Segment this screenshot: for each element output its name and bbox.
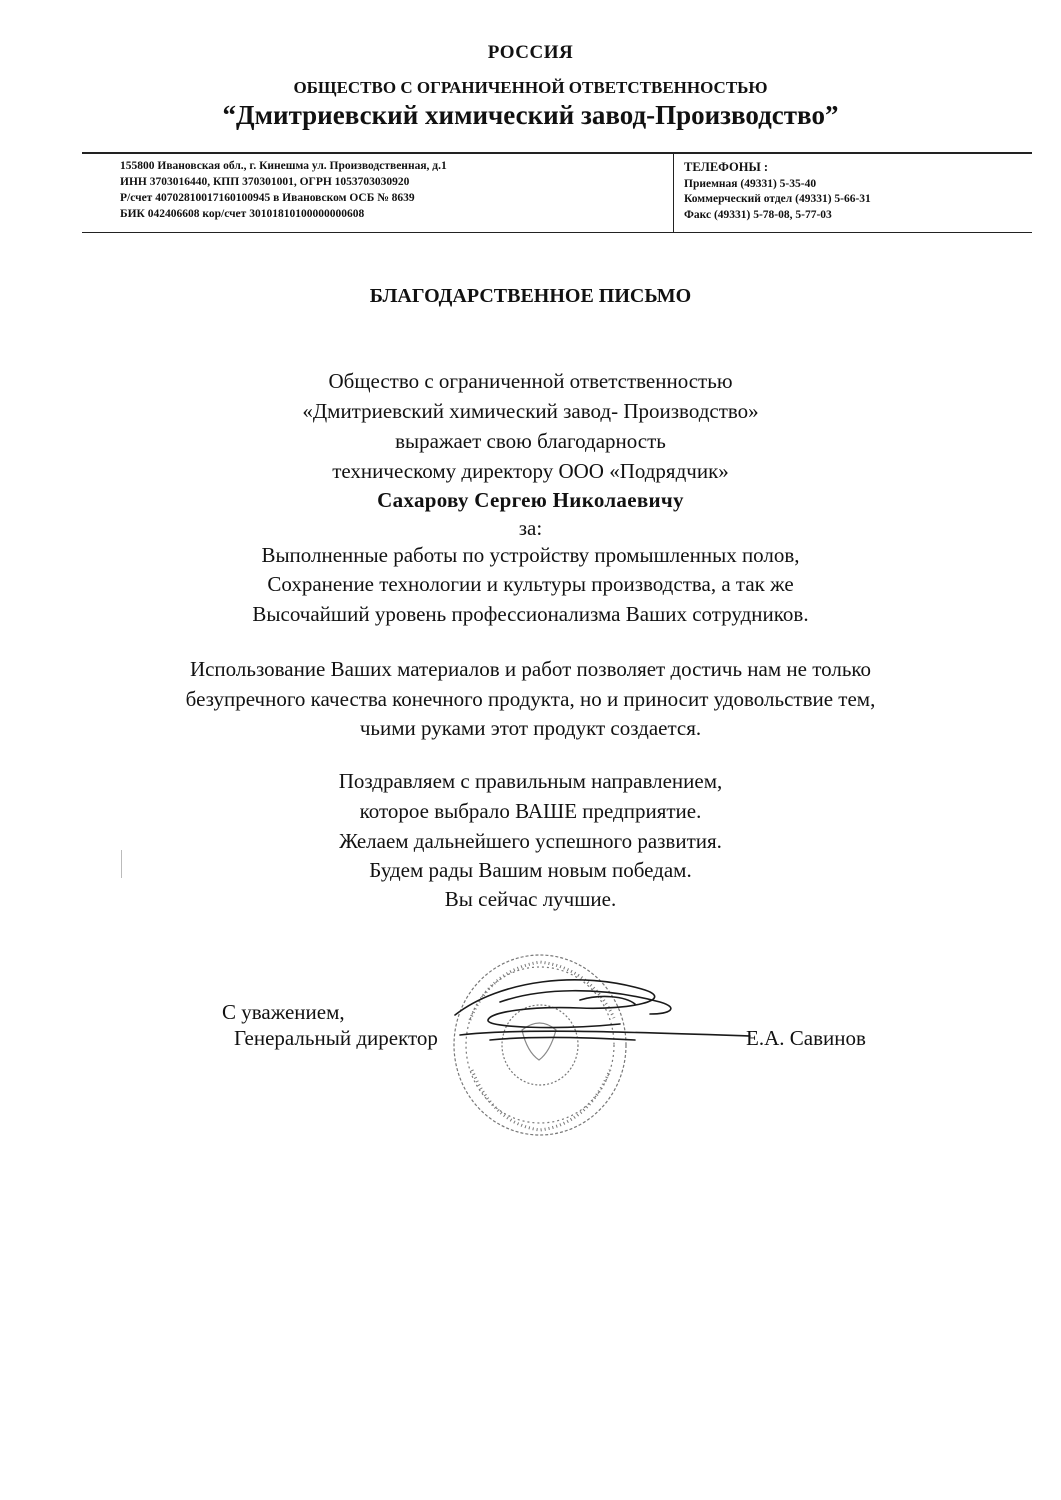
wish-line: Будем рады Вашим новым победам. <box>369 858 692 882</box>
paragraph-line: безупречного качества конечного продукта, но и приносит удовольствие тем, <box>185 687 876 711</box>
reason-line: Сохранение технологии и культуры производства, а так же <box>267 572 794 596</box>
intro-line: техническому директору ООО «Подрядчик» <box>332 459 729 483</box>
phone-line: Факс (49331) 5-78-08, 5-77-03 <box>684 208 832 221</box>
requisites-line: ИНН 3703016440, КПП 370301001, ОГРН 1053703030920 <box>120 176 410 188</box>
phone-line: Коммерческий отдел (49331) 5-66-31 <box>684 193 871 205</box>
scan-mark <box>121 850 122 878</box>
for-label: за: <box>518 516 543 540</box>
header-bottom-divider <box>82 232 1032 233</box>
intro-line: выражает свою благодарность <box>395 429 666 453</box>
closing-regards: С уважением, <box>222 1000 345 1024</box>
paragraph-line: чьими руками этот продукт создается. <box>359 716 702 740</box>
reason-line: Высочайший уровень профессионализма Ваших сотрудников. <box>252 602 809 626</box>
requisites-line: БИК 042406608 кор/счет 30101810100000000608 <box>120 208 365 220</box>
letter-title: БЛАГОДАРСТВЕННОЕ ПИСЬМО <box>369 285 692 307</box>
reason-line: Выполненные работы по устройству промышленных полов, <box>261 543 800 567</box>
recipient-name: Сахарову Сергею Николаевичу <box>377 488 684 512</box>
requisites-line: 155800 Ивановская обл., г. Кинешма ул. Производственная, д.1 <box>120 160 447 172</box>
wish-line: Поздравляем с правильным направлением, <box>338 769 723 793</box>
phone-line: Приемная (49331) 5-35-40 <box>684 177 817 190</box>
intro-line: Общество с ограниченной ответственностью <box>328 369 733 393</box>
company-requisites <box>120 158 447 222</box>
phones-title: ТЕЛЕФОНЫ : <box>684 160 769 174</box>
letterhead-country: РОССИЯ <box>487 42 574 63</box>
company-phones <box>684 160 871 223</box>
letterhead-company-name: “Дмитриевский химический завод-Производство” <box>222 100 839 130</box>
wish-line: которое выбрало ВАШЕ предприятие. <box>359 799 702 823</box>
wish-line: Желаем дальнейшего успешного развития. <box>339 829 722 853</box>
signer-name: Е.А. Савинов <box>746 1026 866 1050</box>
header-column-divider <box>673 153 674 233</box>
signer-position: Генеральный директор <box>234 1026 438 1050</box>
wish-line: Вы сейчас лучшие. <box>444 887 617 911</box>
paragraph-line: Использование Ваших материалов и работ позволяет достичь нам не только <box>189 657 872 681</box>
stamp-and-signature <box>430 940 770 1160</box>
letterhead-company-type: ОБЩЕСТВО С ОГРАНИЧЕННОЙ ОТВЕТСТВЕННОСТЬЮ <box>293 78 768 97</box>
intro-line: «Дмитриевский химический завод- Производство» <box>302 399 759 423</box>
requisites-line: Р/счет 40702810017160100945 в Ивановском ОСБ № 8639 <box>120 192 415 204</box>
handwritten-signature <box>455 980 750 1040</box>
header-top-divider <box>82 152 1032 154</box>
